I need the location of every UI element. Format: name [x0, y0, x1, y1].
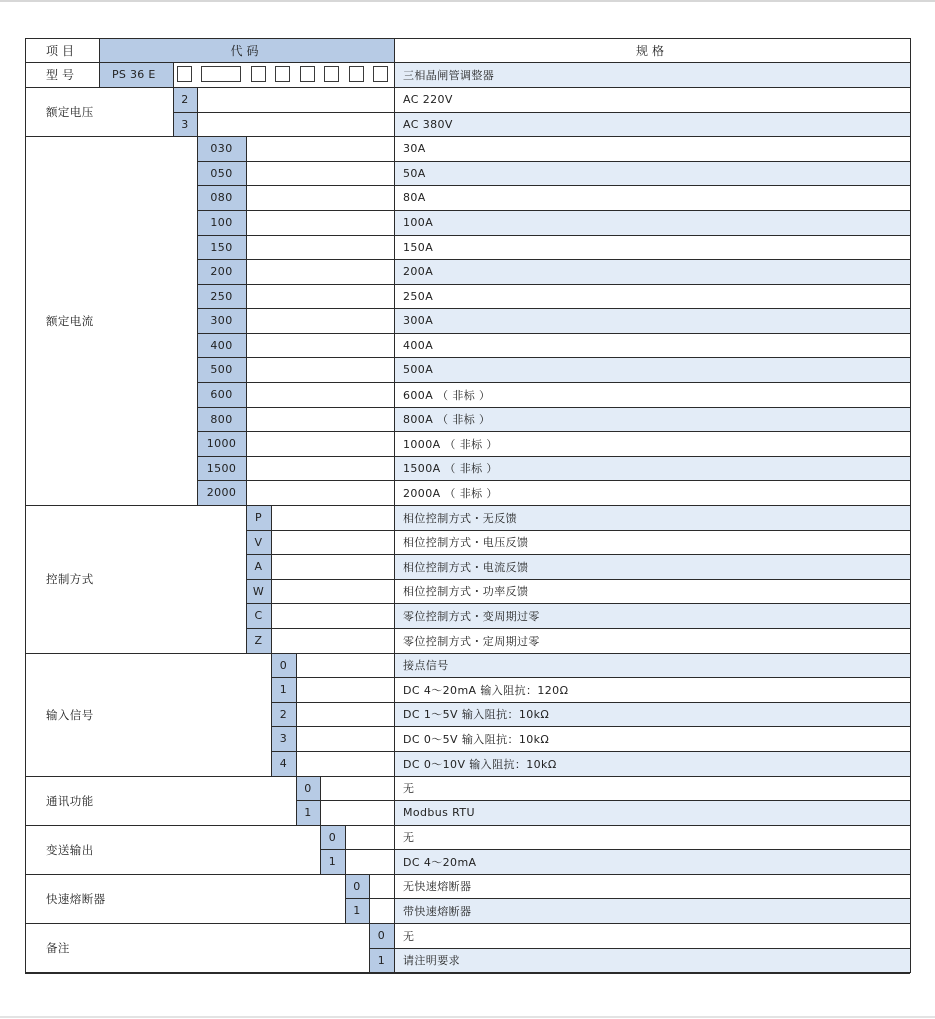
- code-slot-remark: [373, 66, 388, 82]
- code-cell: 1: [320, 849, 345, 874]
- code-cell: C: [246, 603, 271, 628]
- row-rule: [320, 849, 910, 850]
- outer-left-rule: [25, 38, 26, 973]
- row-rule: [345, 898, 910, 899]
- code-col-rule: [296, 653, 297, 776]
- code-cell: 4: [271, 751, 296, 776]
- code-slot-comm: [300, 66, 315, 82]
- row-rule: [271, 702, 910, 703]
- code-col-rule: [369, 923, 370, 972]
- code-cell: 250: [197, 284, 246, 308]
- row-rule: [271, 726, 910, 727]
- group-rule: [25, 825, 910, 826]
- header-item: 项目: [45, 43, 78, 58]
- header-code: 代码: [99, 38, 394, 62]
- outer-top-rule: [25, 38, 910, 39]
- row-rule: [246, 603, 910, 604]
- code-cell: P: [246, 505, 271, 530]
- code-cell: 3: [173, 112, 197, 136]
- code-cell: 050: [197, 161, 246, 185]
- spec-cell: DC 0～5V 输入阻抗：10kΩ: [403, 732, 550, 746]
- group-rule: [25, 136, 910, 137]
- model-label: 型号: [45, 68, 78, 82]
- category-label: 额定电流: [46, 313, 94, 328]
- code-col-rule: [369, 874, 370, 923]
- group-rule: [25, 923, 910, 924]
- spec-cell: 带快速熔断器: [394, 898, 910, 923]
- code-cell: 1: [271, 677, 296, 702]
- row-rule: [197, 284, 910, 285]
- code-slot-current: [201, 66, 241, 82]
- code-slot-input: [275, 66, 290, 82]
- spec-cell: 2000A （ 非标 ）: [403, 486, 498, 500]
- code-col-rule: [246, 505, 247, 653]
- code-col-rule: [173, 87, 174, 136]
- code-cell: 150: [197, 235, 246, 259]
- code-cell: W: [246, 579, 271, 603]
- spec-cell: 100A: [394, 210, 910, 235]
- row-rule: [197, 382, 910, 383]
- item-col-rule: [99, 38, 100, 87]
- code-cell: 1: [369, 948, 394, 972]
- header-spec: 规格: [635, 43, 668, 58]
- code-cell: 030: [197, 136, 246, 161]
- code-cell: 0: [271, 653, 296, 677]
- category-label: 备注: [46, 940, 70, 955]
- spec-cell: DC 1～5V 输入阻抗：10kΩ: [394, 702, 910, 726]
- code-col-rule: [345, 874, 346, 923]
- row-rule: [246, 628, 910, 629]
- row-rule: [246, 579, 910, 580]
- category-label: 额定电压: [46, 104, 94, 119]
- row-rule: [197, 357, 910, 358]
- row-rule: [197, 308, 910, 309]
- spec-cell: 250A: [403, 289, 434, 303]
- code-cell: A: [246, 554, 271, 579]
- category-label: 控制方式: [46, 572, 94, 586]
- code-cell: 600: [197, 382, 246, 407]
- spec-cell: 无: [403, 929, 415, 943]
- spec-cell: 请注明要求: [394, 948, 910, 972]
- spec-cell: 零位控制方式・变周期过零: [394, 603, 910, 628]
- code-cell: Z: [246, 628, 271, 653]
- code-slot-control: [251, 66, 266, 82]
- row-rule: [197, 185, 910, 186]
- model-rule: [25, 87, 910, 88]
- spec-cell: 接点信号: [394, 653, 910, 677]
- code-col-rule: [271, 653, 272, 776]
- spec-cell: DC 4～20mA 输入阻抗：120Ω: [403, 683, 569, 697]
- spec-col-rule: [394, 38, 395, 972]
- spec-cell: 400A: [403, 338, 434, 352]
- group-rule: [25, 776, 910, 777]
- code-cell: 0: [320, 825, 345, 849]
- code-col-rule: [320, 825, 321, 874]
- spec-cell: 零位控制方式・定周期过零: [403, 634, 540, 648]
- prefix-col-rule: [173, 62, 174, 87]
- row-rule: [197, 480, 910, 481]
- group-rule: [25, 653, 910, 654]
- code-cell: 200: [197, 259, 246, 284]
- row-rule: [197, 333, 910, 334]
- code-cell: 1: [345, 898, 369, 923]
- code-cell: 2: [271, 702, 296, 726]
- code-cell: 800: [197, 407, 246, 431]
- code-slot-voltage: [177, 66, 192, 82]
- category-label: 输入信号: [46, 707, 94, 722]
- row-rule: [197, 431, 910, 432]
- spec-cell: 80A: [403, 191, 426, 204]
- row-rule: [197, 235, 910, 236]
- code-slot-transmit: [324, 66, 339, 82]
- spec-cell: 1000A （ 非标 ）: [403, 437, 498, 451]
- code-cell: 100: [197, 210, 246, 235]
- code-col-rule: [320, 776, 321, 825]
- category-label: 快速熔断器: [46, 891, 106, 906]
- group-rule: [25, 505, 910, 506]
- spec-cell: 无快速熔断器: [403, 880, 472, 893]
- row-rule: [197, 210, 910, 211]
- code-cell: 1500: [197, 456, 246, 480]
- code-cell: 500: [197, 357, 246, 382]
- spec-cell: 800A （ 非标 ）: [394, 407, 910, 431]
- spec-cell: 600A （ 非标 ）: [403, 388, 491, 402]
- group-rule: [25, 972, 910, 974]
- spec-cell: 无: [403, 831, 415, 844]
- code-col-rule: [197, 87, 198, 136]
- spec-cell: 相位控制方式・电压反馈: [403, 536, 529, 549]
- group-rule: [25, 874, 910, 875]
- code-cell: 2000: [197, 480, 246, 505]
- code-col-rule: [296, 776, 297, 825]
- row-rule: [197, 259, 910, 260]
- code-cell: V: [246, 530, 271, 554]
- spec-cell: AC 220V: [403, 93, 453, 106]
- spec-cell: 相位控制方式・功率反馈: [403, 585, 529, 598]
- row-rule: [246, 530, 910, 531]
- spec-cell: AC 380V: [394, 112, 910, 136]
- code-col-rule: [345, 825, 346, 874]
- row-rule: [369, 948, 910, 949]
- spec-cell: 500A: [394, 357, 910, 382]
- spec-cell: 50A: [394, 161, 910, 185]
- row-rule: [296, 800, 910, 801]
- row-rule: [271, 751, 910, 752]
- code-cell: 3: [271, 726, 296, 751]
- model-prefix: PS 36 E: [99, 62, 173, 87]
- code-cell: 2: [173, 87, 197, 112]
- row-rule: [271, 677, 910, 678]
- code-cell: 080: [197, 185, 246, 210]
- outer-right-rule: [910, 38, 911, 973]
- spec-cell: DC 4～20mA: [394, 849, 910, 874]
- spec-cell: Modbus RTU: [394, 800, 910, 825]
- code-cell: 300: [197, 308, 246, 333]
- row-rule: [246, 554, 910, 555]
- code-col-rule: [271, 505, 272, 653]
- code-slot-fuse: [349, 66, 364, 82]
- spec-cell: 相位控制方式・电流反馈: [394, 554, 910, 579]
- spec-cell: 300A: [394, 308, 910, 333]
- code-col-rule: [246, 136, 247, 505]
- row-rule: [173, 112, 910, 113]
- category-label: 变送输出: [46, 842, 94, 857]
- category-label: 通讯功能: [46, 793, 94, 808]
- spec-cell: DC 0～10V 输入阻抗：10kΩ: [394, 751, 910, 776]
- spec-cell: 无: [403, 782, 415, 795]
- spec-cell: 200A: [394, 259, 910, 284]
- spec-cell: 150A: [403, 240, 434, 254]
- code-cell: 1000: [197, 431, 246, 456]
- code-cell: 0: [369, 923, 394, 948]
- model-spec: 三相晶闸管调整器: [394, 62, 910, 87]
- spec-cell: 相位控制方式・无反馈: [394, 505, 910, 530]
- row-rule: [197, 407, 910, 408]
- code-cell: 1: [296, 800, 320, 825]
- code-col-rule: [197, 136, 198, 505]
- code-cell: 400: [197, 333, 246, 357]
- row-rule: [197, 456, 910, 457]
- code-cell: 0: [345, 874, 369, 898]
- row-rule: [197, 161, 910, 162]
- spec-cell: 1500A （ 非标 ）: [394, 456, 910, 480]
- spec-cell: 30A: [403, 142, 426, 155]
- code-cell: 0: [296, 776, 320, 800]
- header-rule: [25, 62, 910, 63]
